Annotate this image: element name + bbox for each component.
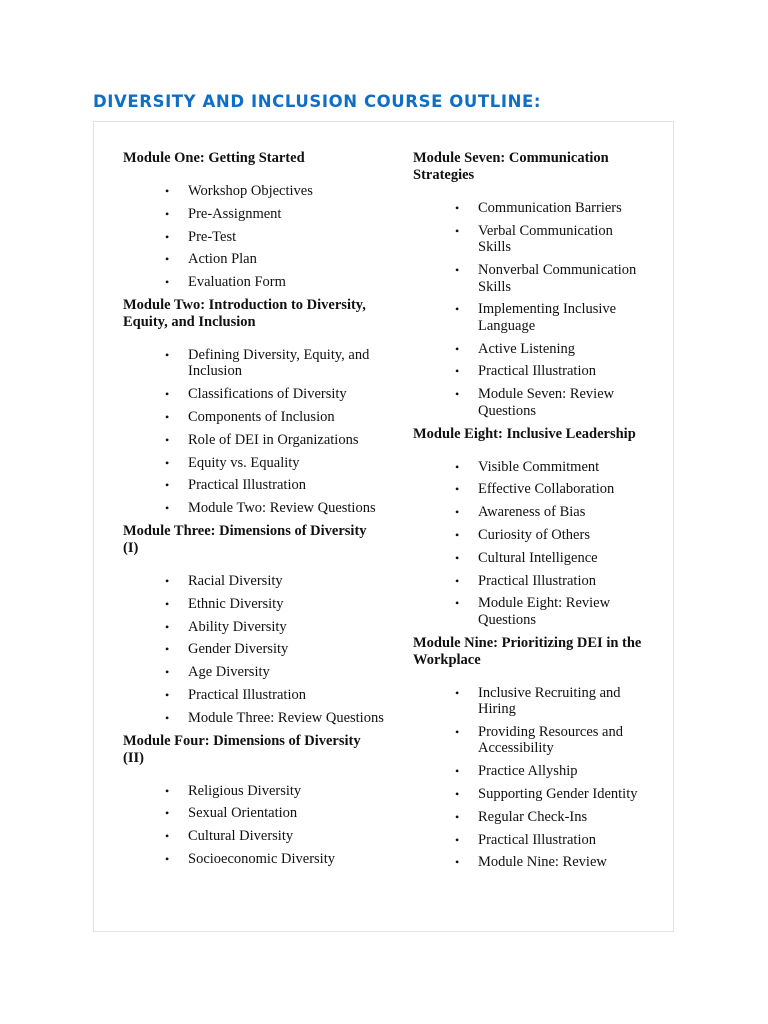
list-item: • Providing Resources and Accessibility bbox=[478, 724, 643, 757]
list-item: • Classifications of Diversity bbox=[188, 386, 385, 403]
outline-column-right bbox=[413, 150, 643, 877]
module-topic-list bbox=[123, 183, 385, 291]
list-item: • Components of Inclusion bbox=[188, 409, 385, 426]
module-section bbox=[123, 150, 385, 291]
list-item: • Gender Diversity bbox=[188, 641, 385, 658]
list-item: • Action Plan bbox=[188, 251, 385, 268]
course-outline-box bbox=[93, 121, 674, 932]
module-section bbox=[123, 733, 385, 868]
module-heading: Module Eight: Inclusive Leadership bbox=[413, 425, 636, 442]
list-item: • Awareness of Bias bbox=[478, 504, 643, 521]
list-item: • Age Diversity bbox=[188, 664, 385, 681]
list-item: • Module Three: Review Questions bbox=[188, 710, 385, 727]
list-item: • Sexual Orientation bbox=[188, 805, 385, 822]
list-item: • Evaluation Form bbox=[188, 274, 385, 291]
module-topic-list bbox=[123, 347, 385, 517]
list-item: • Equity vs. Equality bbox=[188, 455, 385, 472]
list-item: • Supporting Gender Identity bbox=[478, 786, 643, 803]
list-item: • Defining Diversity, Equity, and Inclusion bbox=[188, 347, 385, 380]
module-heading: Module Nine: Prioritizing DEI in the Workplace bbox=[413, 634, 642, 668]
module-heading: Module Three: Dimensions of Diversity (I) bbox=[123, 523, 367, 557]
list-item: • Role of DEI in Organizations bbox=[188, 432, 385, 449]
list-item: • Module Eight: Review Questions bbox=[478, 595, 643, 628]
list-item: • Practice Allyship bbox=[478, 763, 643, 780]
list-item: • Effective Collaboration bbox=[478, 481, 643, 498]
list-item: • Module Nine: Review bbox=[478, 854, 643, 871]
list-item: • Practical Illustration bbox=[478, 363, 643, 380]
list-item: • Religious Diversity bbox=[188, 783, 385, 800]
module-section bbox=[413, 150, 643, 419]
module-topic-list bbox=[123, 573, 385, 726]
list-item: • Inclusive Recruiting and Hiring bbox=[478, 685, 643, 718]
list-item: • Practical Illustration bbox=[188, 477, 385, 494]
module-section bbox=[123, 523, 385, 726]
module-section bbox=[413, 635, 643, 871]
module-section bbox=[413, 426, 643, 629]
list-item: • Module Two: Review Questions bbox=[188, 500, 385, 517]
list-item: • Cultural Diversity bbox=[188, 828, 385, 845]
module-section bbox=[123, 297, 385, 517]
list-item: • Workshop Objectives bbox=[188, 183, 385, 200]
list-item: • Pre-Test bbox=[188, 229, 385, 246]
module-heading: Module One: Getting Started bbox=[123, 150, 305, 166]
module-heading: Module Four: Dimensions of Diversity (II) bbox=[123, 732, 361, 766]
list-item: • Practical Illustration bbox=[478, 832, 643, 849]
list-item: • Socioeconomic Diversity bbox=[188, 851, 385, 868]
list-item: • Racial Diversity bbox=[188, 573, 385, 590]
list-item: • Ethnic Diversity bbox=[188, 596, 385, 613]
list-item: • Practical Illustration bbox=[188, 687, 385, 704]
list-item: • Visible Commitment bbox=[478, 459, 643, 476]
module-heading: Module Two: Introduction to Diversity, Equity, and Inclusion bbox=[123, 296, 366, 330]
list-item: • Communication Barriers bbox=[478, 200, 643, 217]
list-item: • Module Seven: Review Questions bbox=[478, 386, 643, 419]
list-item: • Regular Check-Ins bbox=[478, 809, 643, 826]
outline-column-left bbox=[123, 150, 385, 874]
module-topic-list bbox=[413, 200, 643, 419]
list-item: • Implementing Inclusive Language bbox=[478, 301, 643, 334]
module-topic-list bbox=[413, 685, 643, 871]
module-heading: Module Seven: Communication Strategies bbox=[413, 150, 609, 183]
list-item: • Pre-Assignment bbox=[188, 206, 385, 223]
module-topic-list bbox=[413, 459, 643, 629]
list-item: • Cultural Intelligence bbox=[478, 550, 643, 567]
page-title: DIVERSITY AND INCLUSION COURSE OUTLINE: bbox=[93, 92, 542, 111]
list-item: • Nonverbal Communication Skills bbox=[478, 262, 643, 295]
list-item: • Practical Illustration bbox=[478, 573, 643, 590]
module-topic-list bbox=[123, 783, 385, 868]
list-item: • Verbal Communication Skills bbox=[478, 223, 643, 256]
list-item: • Active Listening bbox=[478, 341, 643, 358]
list-item: • Ability Diversity bbox=[188, 619, 385, 636]
list-item: • Curiosity of Others bbox=[478, 527, 643, 544]
